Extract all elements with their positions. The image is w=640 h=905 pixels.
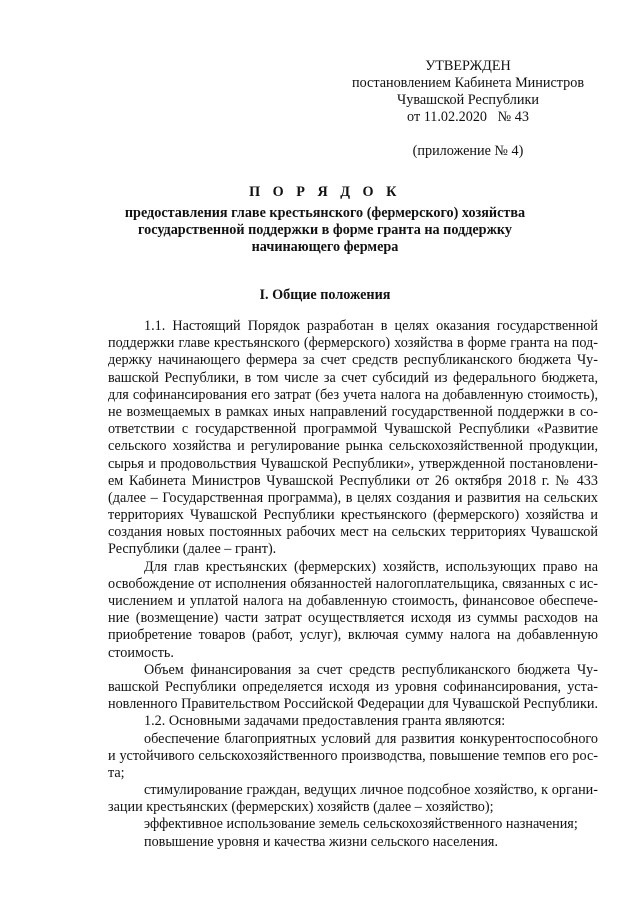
text-line: освобождение от исполнения обязанностей налогоплательщика, связанных с ис- — [108, 575, 598, 592]
text-line: зации крестьянских (фермерских) хозяйств (далее – хозяйство); — [108, 799, 494, 816]
approval-line-2: Чувашской Республики — [397, 92, 539, 108]
text-line: стоимость. — [108, 644, 174, 661]
text-line: 1.1. Настоящий Порядок разработан в целях оказания государственной — [144, 318, 598, 334]
text-line: для софинансирования его затрат (без учета налога на добавленную стоимость), — [108, 386, 598, 403]
text-line: поддержки главе крестьянского (фермерского) хозяйства в форме гранта на под- — [108, 335, 598, 352]
approval-line-1: постановлением Кабинета Министров — [351, 75, 585, 91]
body-text — [108, 318, 598, 851]
text-line: повышение уровня и качества жизни сельского населения. — [144, 833, 499, 850]
text-line: и устойчивого сельскохозяйственного производства, повышение темпов его рос- — [108, 747, 598, 764]
text-line: создания новых постоянных рабочих мест на сельских территориях Чувашской — [108, 524, 598, 541]
approval-stamp — [340, 58, 596, 160]
text-line: вашской Республики определяется исходя из уровня софинансирования, уста- — [108, 678, 598, 695]
text-line: обеспечение благоприятных условий для развития конкурентоспособного — [144, 730, 598, 747]
section-heading: I. Общие положения — [259, 287, 391, 303]
text-line: Объем финансирования за счет средств республиканского бюджета Чу- — [144, 661, 598, 678]
text-line: сырья и продовольствия Чувашской Республики», утвержденной постановлени- — [108, 455, 598, 472]
text-line: приобретение товаров (работ, услуг), включая сумму налога на добавленную — [108, 627, 598, 644]
text-line: (далее – Государственная программа), в целях создания и развития на сельских — [108, 489, 598, 506]
text-line: стимулирование граждан, ведущих личное подсобное хозяйство, к органи- — [144, 782, 598, 799]
text-line: та; — [108, 764, 125, 781]
title-heading: П О Р Я Д О К — [249, 184, 401, 200]
text-line: вашской Республики, в том числе за счет субсидий из федерального бюджета, — [108, 369, 598, 386]
title-line-1: предоставления главе крестьянского (фермерского) хозяйства — [124, 205, 526, 221]
text-line: ответствии с государственной программой Чувашской Республики «Развитие — [108, 421, 598, 438]
text-line: не возмещаемых в рамках иных направлений государственной поддержки в со- — [108, 403, 598, 420]
text-line: новленного Правительством Российской Федерации для Чувашской Республики. — [108, 696, 598, 713]
text-line: сельского хозяйства и регулирование рынка сельскохозяйственной продукции, — [108, 438, 598, 455]
text-line: ние (возмещение) части затрат осуществляется исходя из суммы расходов на — [108, 610, 598, 627]
approval-date-number: от 11.02.2020 № 43 — [407, 109, 529, 125]
title-line-3: начинающего фермера — [251, 239, 399, 255]
text-line: ем Кабинета Министров Чувашской Республики от 26 октября 2018 г. № 433 — [108, 472, 598, 489]
text-line: держку начинающего фермера за счет средств республиканского бюджета Чу- — [108, 352, 598, 369]
title-line-2: государственной поддержки в форме гранта на поддержку — [138, 222, 512, 238]
text-line: эффективное использование земель сельскохозяйственного назначения; — [144, 816, 578, 833]
appendix-note: (приложение № 4) — [412, 143, 524, 159]
text-line: 1.2. Основными задачами предоставления гранта являются: — [144, 713, 506, 730]
text-line: территориях Чувашской Республики крестьянского (фермерского) хозяйства и — [108, 507, 598, 524]
text-line: Республики (далее – грант). — [108, 541, 277, 558]
document-title — [112, 184, 538, 256]
text-line: Для глав крестьянских (фермерских) хозяйств, использующих право на — [144, 558, 598, 575]
text-line: числением и уплатой налога на добавленную стоимость, финансовое обеспече- — [108, 593, 598, 609]
approved-label: УТВЕРЖДЕН — [425, 58, 511, 74]
